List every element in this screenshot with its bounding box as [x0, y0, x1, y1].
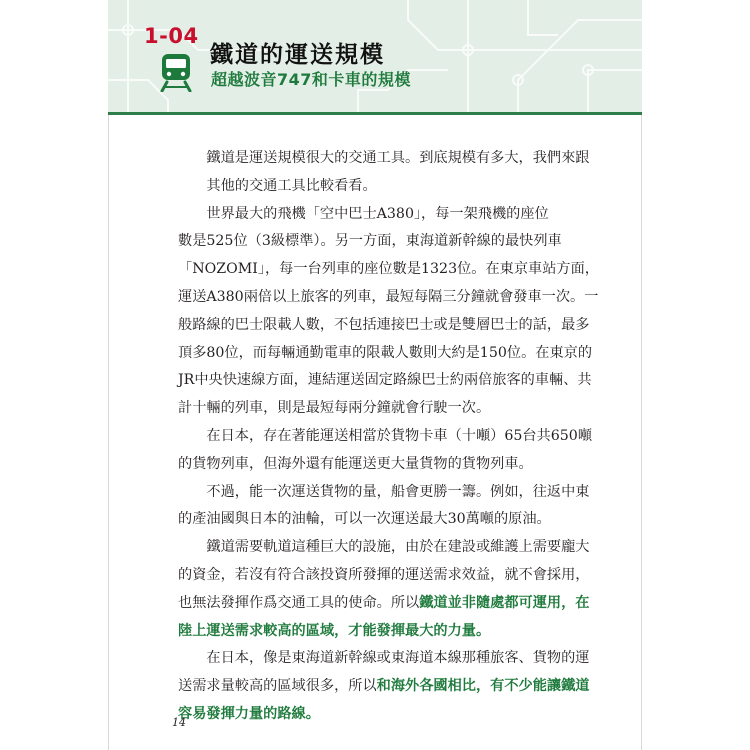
paragraph-2 [178, 201, 599, 423]
text-line: 在日本，像是東海道新幹線或東海道本線那種旅客、貨物的運 [206, 650, 590, 667]
text-line: 般路線的巴士限載人數，不包括連接巴士或是雙層巴士的話，最多 [178, 316, 590, 333]
chapter-title: 鐵道的運送規模 [210, 42, 385, 68]
train-icon [158, 52, 194, 92]
text-line: 在日本，存在著能運送相當於貨物卡車（十噸）65台共650噸 [206, 427, 593, 444]
text-line: 計十輛的列車，則是最短每兩分鐘就會行駛一次。 [178, 400, 491, 417]
text-line [150, 673, 590, 701]
text-line: 的貨物列車，但海外還有能運送更大量貨物的貨物列車。 [178, 455, 533, 472]
page-number: 14 [172, 716, 186, 729]
text-line: 其他的交通工具比較看看。 [206, 177, 377, 194]
text-line: 頂多80位，而每輛通勤電車的限載人數則大約是150位。在東京的 [178, 344, 593, 361]
highlighted-text: 鐵道並非隨處都可運用，在 [419, 594, 590, 611]
text-line: 鐵道需要軌道這種巨大的設施，由於在建設或維護上需要龐大 [206, 539, 590, 556]
highlighted-text: 陸上運送需求較高的區域，才能發揮最大的力量。 [178, 622, 491, 639]
plain-text: 也無法發揮作爲交通工具的使命。所以 [178, 594, 420, 611]
text-line: JR中央快速線方面，連結運送固定路線巴士約兩倍旅客的車輛、共 [178, 372, 592, 389]
text-line: 世界最大的飛機「空中巴士A380」，每一架飛機的座位 [206, 205, 549, 222]
text-line: 數是525位（3級標準）。另一方面，東海道新幹線的最快列車 [178, 233, 562, 250]
paragraph-5 [178, 534, 590, 645]
paragraph-4 [178, 479, 590, 535]
text-line: 的資金，若沒有符合該投資所發揮的運送需求效益，就不會採用， [178, 566, 590, 583]
paragraph-6 [178, 645, 590, 728]
text-line [150, 590, 590, 618]
highlighted-text: 和海外各國相比，有不少能讓鐵道 [376, 678, 590, 695]
text-line: 的產油國與日本的油輪，可以一次運送最大30萬噸的原油。 [178, 511, 551, 528]
text-line: 鐵道是運送規模很大的交通工具。到底規模有多大，我們來跟 [206, 150, 590, 166]
chapter-subtitle: 超越波音747和卡車的規模 [211, 70, 411, 89]
body-text [178, 145, 599, 729]
text-line: 運送A380兩倍以上旅客的列車，最短每隔三分鐘就會發車一次。一 [178, 288, 599, 305]
text-line: 「NOZOMI」，每一台列車的座位數是1323位。在東京車站方面， [178, 261, 599, 278]
header-rule [108, 112, 642, 115]
highlighted-text: 容易發揮力量的路線。 [178, 705, 320, 722]
plain-text: 送需求量較高的區域很多，所以 [178, 678, 377, 695]
chapter-number: 1-04 [144, 24, 199, 48]
text-line: 不過，能一次運送貨物的量，船會更勝一籌。例如，往返中東 [206, 483, 590, 500]
paragraph-1 [178, 145, 590, 201]
paragraph-3 [178, 423, 593, 479]
